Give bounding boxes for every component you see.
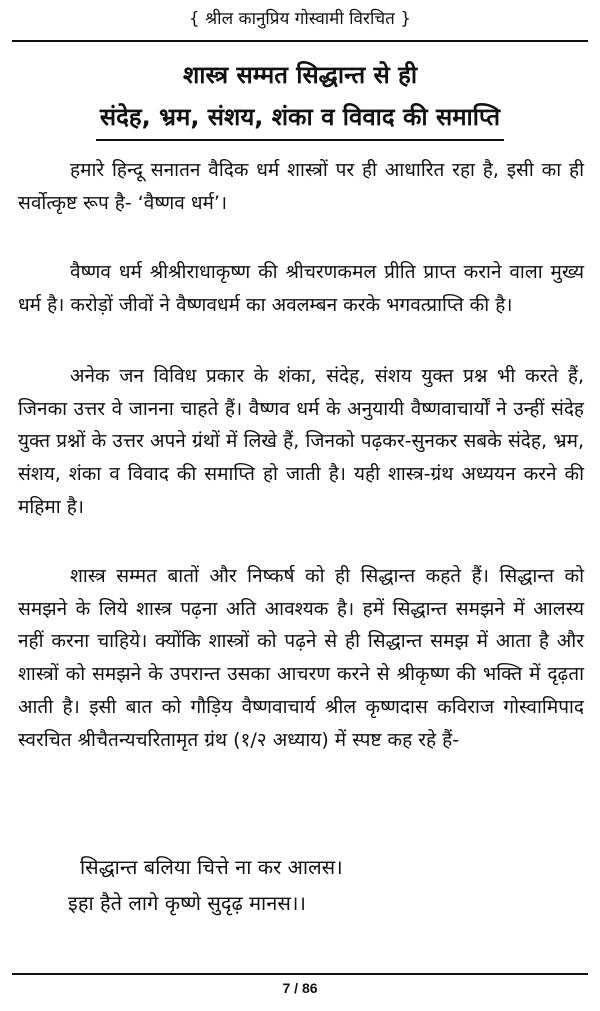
running-header: { श्रील कानुप्रिय गोस्वामी विरचित } (188, 9, 412, 29)
section-title-line-2: संदेह, भ्रम, संशय, शंका व विवाद की समाप्ति (99, 103, 501, 131)
section-title-line-1: शास्त्र सम्मत सिद्धान्त से ही (182, 61, 418, 89)
page-number: 7 / 86 (282, 980, 318, 996)
paragraph-2: वैष्णव धर्म श्रीश्रीराधाकृष्ण की श्रीचरणकमल प्रीति प्राप्त कराने वाला मुख्य धर्म है। करोड़ों जीवों ने वैष्णवधर्म का अवलम्बन करके भगवत्प्राप्ति की है। (18, 261, 584, 316)
verse-line-2: इहा हैते लागे कृष्णे सुदृढ़ मानस।। (68, 891, 307, 915)
paragraph-3: अनेक जन विविध प्रकार के शंका, संदेह, संशय युक्त प्रश्न भी करते हैं, जिनका उत्तर वे जानना चाहते हैं। वैष्णव धर्म के अनुयायी वैष्णवाचार्यों ने उन्हीं संदेह युक्त प्रश्नों के उत्तर अपने ग्रंथों में लिखे हैं, जिनको पढ़कर-सुनकर सबके संदेह, भ्रम, संशय, शंका व विवाद की समाप्ति हो जाती है। यही शास्त्र-ग्रंथ अध्ययन करने की महिमा है। (18, 365, 584, 518)
title-underline (96, 139, 504, 141)
paragraph-1: हमारे हिन्दू सनातन वैदिक धर्म शास्त्रों पर ही आधारित रहा है, इसी का ही सर्वोत्कृष्ट रूप है- ‘वैष्णव धर्म’। (18, 159, 584, 214)
footer-divider (12, 973, 588, 975)
verse-line-1: सिद्धान्त बलिया चित्ते ना कर आलस। (80, 855, 343, 879)
paragraph-4: शास्त्र सम्मत बातों और निष्कर्ष को ही सिद्धान्त कहते हैं। सिद्धान्त को समझने के लिये शास्त्र पढ़ना अति आवश्यक है। हमें सिद्धान्त समझने में आलस्य नहीं करना चाहिये। क्योंकि शास्त्रों को पढ़ने से ही सिद्धान्त समझ में आता है और शास्त्रों को समझने के उपरान्त उसका आचरण करने से श्रीकृष्ण की भक्ति में दृढ़ता आती है। इसी बात को गौड़िय वैष्णवाचार्य श्रील कृष्णदास कविराज गोस्वामिपाद स्वरचित श्रीचैतन्यचरितामृत ग्रंथ (१/२ अध्याय) में स्पष्ट कह रहे हैं- (18, 565, 584, 751)
header-divider (12, 40, 588, 42)
